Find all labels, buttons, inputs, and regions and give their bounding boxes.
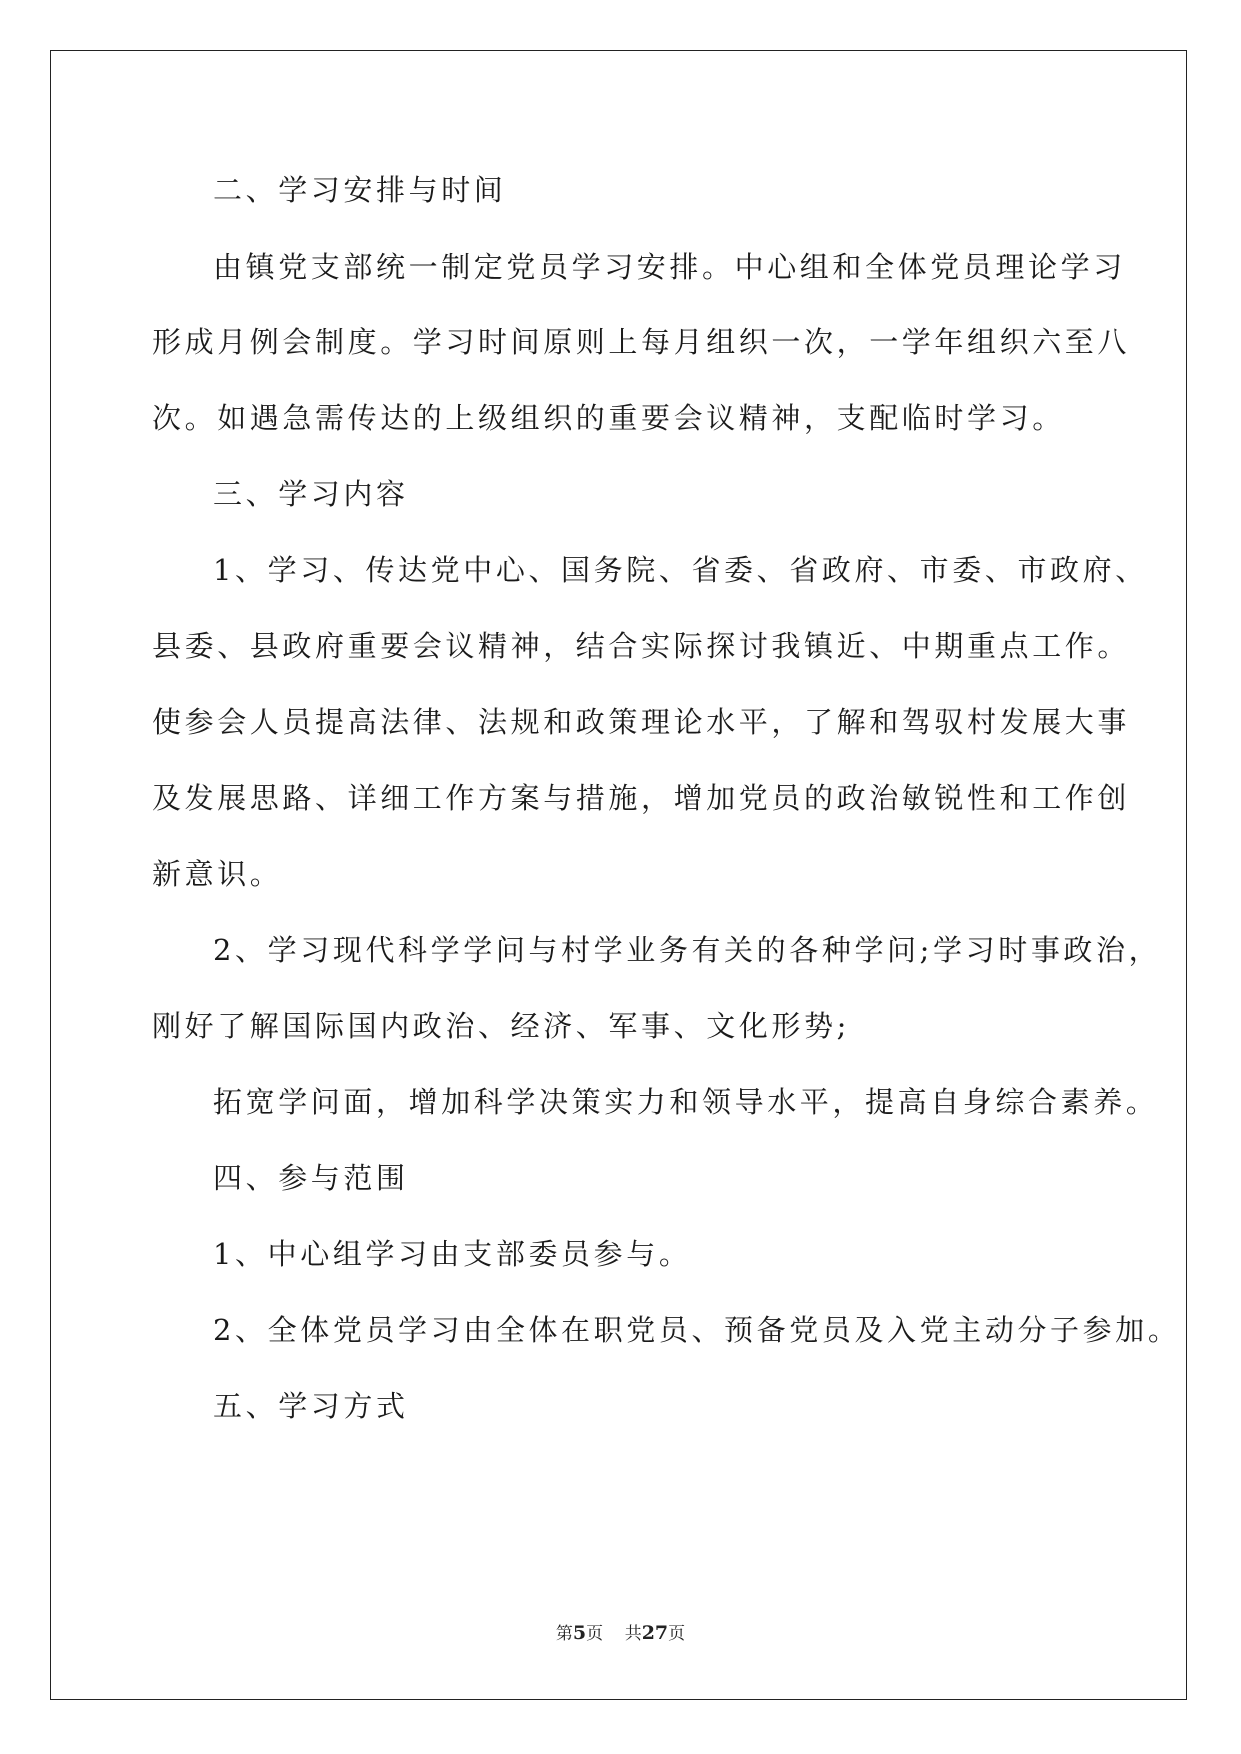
section-heading: 四、参与范围: [213, 1161, 409, 1195]
paragraph-line: 形成月例会制度。学习时间原则上每月组织一次，一学年组织六至八: [152, 325, 1131, 359]
page-footer: [0, 1622, 1241, 1645]
paragraph-line: 由镇党支部统一制定党员学习安排。中心组和全体党员理论学习: [213, 250, 1126, 284]
page-suffix: 页: [586, 1624, 604, 1644]
paragraph-line: 次。如遇急需传达的上级组织的重要会议精神，支配临时学习。: [152, 401, 1065, 435]
paragraph-line: 1、中心组学习由支部委员参与。: [213, 1237, 692, 1271]
paragraph-line: 拓宽学问面，增加科学决策实力和领导水平，提高自身综合素养。: [213, 1085, 1159, 1119]
paragraph-line: 新意识。: [152, 857, 283, 891]
total-suffix: 页: [668, 1624, 686, 1644]
page-prefix: 第: [555, 1624, 573, 1644]
paragraph-line: 2、全体党员学习由全体在职党员、预备党员及入党主动分子参加。: [213, 1313, 1181, 1347]
section-heading: 三、学习内容: [213, 477, 409, 511]
total-prefix: 共: [624, 1624, 642, 1644]
section-heading: 二、学习安排与时间: [213, 173, 507, 207]
section-heading: 五、学习方式: [213, 1389, 409, 1423]
total-pages: 27: [641, 1622, 669, 1644]
page-number: 5: [572, 1622, 587, 1644]
paragraph-line: 刚好了解国际国内政治、经济、军事、文化形势;: [152, 1009, 850, 1043]
paragraph-line: 1、学习、传达党中心、国务院、省委、省政府、市委、市政府、: [213, 553, 1148, 587]
paragraph-line: 使参会人员提高法律、法规和政策理论水平，了解和驾驭村发展大事: [152, 705, 1131, 739]
paragraph-line: 2、学习现代科学学问与村学业务有关的各种学问;学习时事政治，: [213, 933, 1162, 967]
paragraph-line: 及发展思路、详细工作方案与措施，增加党员的政治敏锐性和工作创: [152, 781, 1131, 815]
paragraph-line: 县委、县政府重要会议精神，结合实际探讨我镇近、中期重点工作。: [152, 629, 1131, 663]
